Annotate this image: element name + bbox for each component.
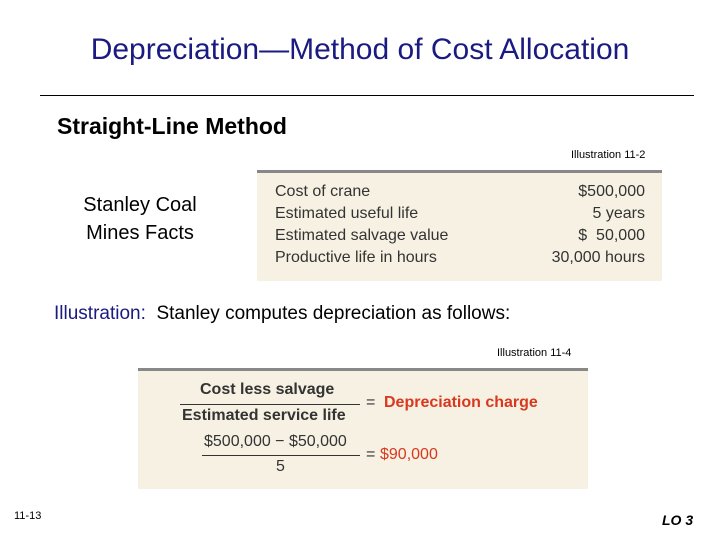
calculation-panel [138,368,588,489]
formula-fraction-bar [180,404,360,405]
facts-caption-line1: Stanley Coal [83,194,197,216]
title-divider [40,95,694,96]
facts-caption [60,191,220,247]
slide-number: 11-13 [14,510,42,522]
formula-numerator: Cost less salvage [200,381,335,398]
fact-label: Cost of crane [275,183,371,200]
facts-caption-line2: Mines Facts [86,222,194,244]
computed-denominator: 5 [276,458,285,475]
facts-row [275,183,645,205]
fact-label: Productive life in hours [275,249,437,266]
illustration-label-calculation: Illustration 11-4 [497,347,572,359]
computed-numerator: $500,000 − $50,000 [204,433,347,450]
facts-row [275,249,645,271]
facts-row [275,227,645,249]
illustration-lead: Illustration: [54,303,146,324]
computed-fraction-bar [202,455,360,456]
slide-title: Depreciation—Method of Cost Allocation [90,33,630,66]
formula-denominator: Estimated service life [182,407,346,424]
formula-result: Depreciation charge [384,394,538,411]
section-subtitle: Straight-Line Method [57,113,287,139]
formula-equals: = [366,394,376,411]
fact-label: Estimated useful life [275,205,419,222]
fact-value: 30,000 hours [551,249,645,266]
computed-equals: = [366,446,376,463]
facts-row [275,205,645,227]
learning-objective-label: LO 3 [662,512,694,528]
fact-value: $ 50,000 [578,227,645,244]
illustration-sentence [54,303,510,325]
illustration-text: Stanley computes depreciation as follows: [156,303,511,324]
fact-value: $500,000 [578,183,645,200]
fact-label: Estimated salvage value [275,227,449,244]
illustration-label-facts: Illustration 11-2 [571,149,646,161]
computed-result: $90,000 [380,446,438,463]
facts-table [257,170,662,281]
fact-value: 5 years [592,205,645,222]
